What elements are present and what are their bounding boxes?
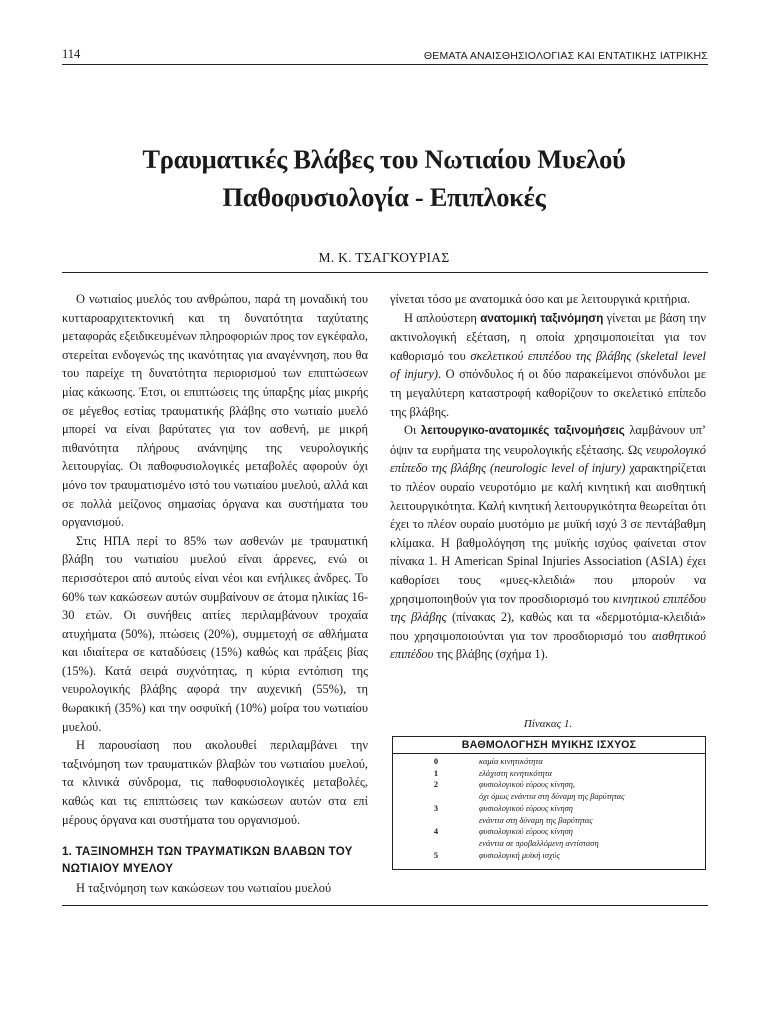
table-row bbox=[393, 850, 705, 862]
title-line-1: Τραυματικές Βλάβες του Νωτιαίου Μυελού bbox=[142, 144, 626, 174]
running-header bbox=[62, 44, 708, 62]
right-column bbox=[390, 290, 706, 664]
description-cell: φυσιολογικού εύρους κίνηση, bbox=[479, 780, 575, 790]
grade-cell bbox=[393, 815, 479, 827]
table-row bbox=[393, 779, 705, 791]
term-anatomic-classification: ανατομική ταξινόμηση bbox=[480, 311, 604, 325]
paragraph: Η παρουσίαση που ακολουθεί περιλαμβάνει την ταξινόμηση των τραυματικών βλαβών του νωτιαίου μυελού, τα κλινικά σύνδρομα, τις παθοφυσιολογικές μεταβολές, καθώς και τις επιπτώσεις των κακώσεων αυτών στα επί μέρους όργανα και συστήματα του οργανισμού. bbox=[62, 738, 368, 827]
table-caption: Πίνακας 1. bbox=[523, 718, 573, 730]
table-heading: ΒΑΘΜΟΛΟΓΗΣΗ ΜΥΙΚΗΣ ΙΣΧΥΟΣ bbox=[393, 737, 705, 754]
table-row bbox=[393, 826, 705, 838]
grade-cell: 5 bbox=[433, 850, 439, 860]
italic-term: αισθητικού επιπέδου bbox=[390, 628, 706, 662]
description-cell: ελάχιστη κινητικότητα bbox=[479, 768, 553, 778]
author-rule bbox=[62, 272, 708, 273]
paragraph: Η ταξινόμηση των κακώσεων του νωτιαίου μυελού bbox=[76, 881, 332, 896]
italic-term: νευρολογικό επίπεδο της βλάβης (neurologic level of injury) bbox=[390, 442, 706, 476]
table-body bbox=[393, 754, 705, 861]
article-title bbox=[60, 140, 708, 216]
author-name: Μ. Κ. ΤΣΑΓΚΟΥΡΙΑΣ bbox=[318, 250, 450, 265]
journal-title: ΘΕΜΑΤΑ ΑΝΑΙΣΘΗΣΙΟΛΟΓΙΑΣ ΚΑΙ ΕΝΤΑΤΙΚΗΣ ΙΑΤΡΙΚΗΣ bbox=[423, 50, 708, 62]
page-number: 114 bbox=[62, 47, 81, 61]
table-row bbox=[393, 791, 705, 803]
description-cell: καμία κινητικότητα bbox=[479, 757, 543, 766]
grade-cell bbox=[393, 791, 479, 803]
header-rule bbox=[62, 64, 708, 65]
description-cell: φυσιολογική μυϊκή ισχύς bbox=[479, 850, 560, 860]
grade-cell: 3 bbox=[433, 803, 439, 813]
grade-cell: 2 bbox=[433, 780, 439, 790]
left-column bbox=[62, 290, 368, 898]
footer-rule bbox=[62, 905, 708, 906]
description-cell: φυσιολογικού εύρους κίνηση bbox=[479, 803, 573, 813]
table-row bbox=[393, 756, 705, 768]
paragraph: Ο νωτιαίος μυελός του ανθρώπου, παρά τη μοναδική του κυτταροαρχιτεκτονική και τη δυνατότητα ταχύτατης μεταφοράς εξειδικευμένων πληροφοριών προς τον εγκέφαλο, στερείται ενδογενώς της ικανότητας για αναγέννηση, που θα του παρείχε τη δυνατότητα περιορισμού των επιπτώσεων μίας κάκωσης. Έτσι, οι επιπτώσεις της ύπαρξης μίας μικρής σε μέγεθος εστίας τραυματικής βλάβης στο νωτιαίο μυελό μπορεί να είναι βαρύτατες για τον ασθενή, με μικρή πιθανότητα πλήρους ανάνηψης της νευρολογικής λειτουργίας. Οι παθοφυσιολογικές μεταβολές αφορούν όχι μόνο τον τραυματισμένο ιστό του νωτιαίου μυελού, αλλά και σε πολλά μείζονος σημασίας όργανα και συστήματα του οργανισμού. bbox=[62, 292, 368, 530]
table-row bbox=[393, 815, 705, 827]
italic-term: κινητικού επιπέδου της βλάβης bbox=[390, 591, 706, 625]
grade-cell: 1 bbox=[433, 768, 439, 778]
grade-cell: 0 bbox=[433, 757, 439, 766]
description-cell: ενάντια στη δύναμη της βαρύτητας bbox=[479, 815, 593, 825]
paragraph: Στις ΗΠΑ περί το 85% των ασθενών με τραυματική βλάβη του νωτιαίου μυελού είναι άρρενες, ενώ οι περισσότεροι από αυτούς είναι νέοι και ενήλικες άνδρες. Το 60% των κακώσεων αυτών συμβαίνουν σε άτομα ηλικίας 16-30 ετών. Οι συνήθεις αιτίες περιλαμβάνουν τροχαία ατυχήματα (50%), πτώσεις (20%), συμμετοχή σε αθλήματα και ιδιαίτερα σε καταδύσεις (15%) καθώς και πράξεις βίας (15%). Κατά σειρά συχνότητας, η κύρια εντόπιση της νευρολογικής βλάβης αφορά την αυχενική (55%), τη θωρακική (35%) και την οσφυϊκή (10%) μοίρα του νωτιαίου μυελού. bbox=[62, 533, 368, 734]
table-row bbox=[393, 768, 705, 780]
description-cell: φυσιολογικού εύρους κίνηση bbox=[479, 827, 573, 837]
section-heading: 1. ΤΑΞΙΝΟΜΗΣΗ ΤΩΝ ΤΡΑΥΜΑΤΙΚΩΝ ΒΛΑΒΩΝ ΤΟΥ ΝΩΤΙΑΙΟΥ ΜΥΕΛΟΥ bbox=[62, 845, 353, 876]
paragraph: γίνεται τόσο με ανατομικά όσο και με λειτουργικά κριτήρια. bbox=[390, 292, 691, 306]
description-cell: όχι όμως ενάντια στη δύναμη της βαρύτητας bbox=[479, 792, 625, 802]
table-row bbox=[393, 838, 705, 850]
title-line-2: Παθοφυσιολογία - Επιπλοκές bbox=[222, 182, 546, 212]
paragraph: Η απλούστερη ανατομική ταξινόμηση γίνεται με βάση την ακτινολογική εξέταση, η οποία χρησιμοποιείται για τον καθορισμό του σκελετικού επιπέδου της βλάβης (skeletal level of injury). Ο σπόνδυλος ή οι δύο παρακείμενοι σπόνδυλοι με τη μεγαλύτερη καταστροφή καθορίζουν το σκελετικό επίπεδο της βλάβης. bbox=[390, 310, 707, 419]
table-row bbox=[393, 803, 705, 815]
term-functional-classification: λειτουργικο-ανατομικές ταξινομήσεις bbox=[420, 424, 625, 438]
grade-cell: 4 bbox=[433, 827, 439, 837]
paragraph: Οι λειτουργικο-ανατομικές ταξινομήσεις λαμβάνουν υπ’ όψιν τα ευρήματα της νευρολογικής εξέτασης. Ως νευρολογικό επίπεδο της βλάβης (neurologic level of injury) χαρακτηρίζεται το πλέον ουραίο νευροτόμιο με καλή κινητική και αισθητική λειτουργικότητα. Καλή κινητική λειτουργικότητα θεωρείται ότι έχει το πλέον ουραίο μυοτόμιο με μυϊκή ισχύ 3 σε πεντάβαθμη κλίμακα. Η βαθμολόγηση της μυϊκής ισχύος φαίνεται στον πίνακα 1. Η American Spinal Injuries Association (ASIA) έχει καθορίσει τους «μυες-κλειδιά» που μπορούν να χρησιμοποιηθούν για τον προσδιορισμό του κινητικού επιπέδου της βλάβης (πίνακας 2), καθώς και τα «δερμοτόμια-κλειδιά» που χρησιμοποιούνται για τον προσδιορισμό του αισθητικού επιπέδου της βλάβης (σχήμα 1). bbox=[390, 423, 707, 662]
grade-cell bbox=[393, 838, 479, 850]
italic-term: σκελετικού επιπέδου της βλάβης (skeletal level of injury) bbox=[390, 348, 707, 382]
muscle-strength-table bbox=[392, 736, 706, 870]
description-cell: ενάντια σε προβαλλόμενη αντίσταση bbox=[479, 838, 599, 848]
